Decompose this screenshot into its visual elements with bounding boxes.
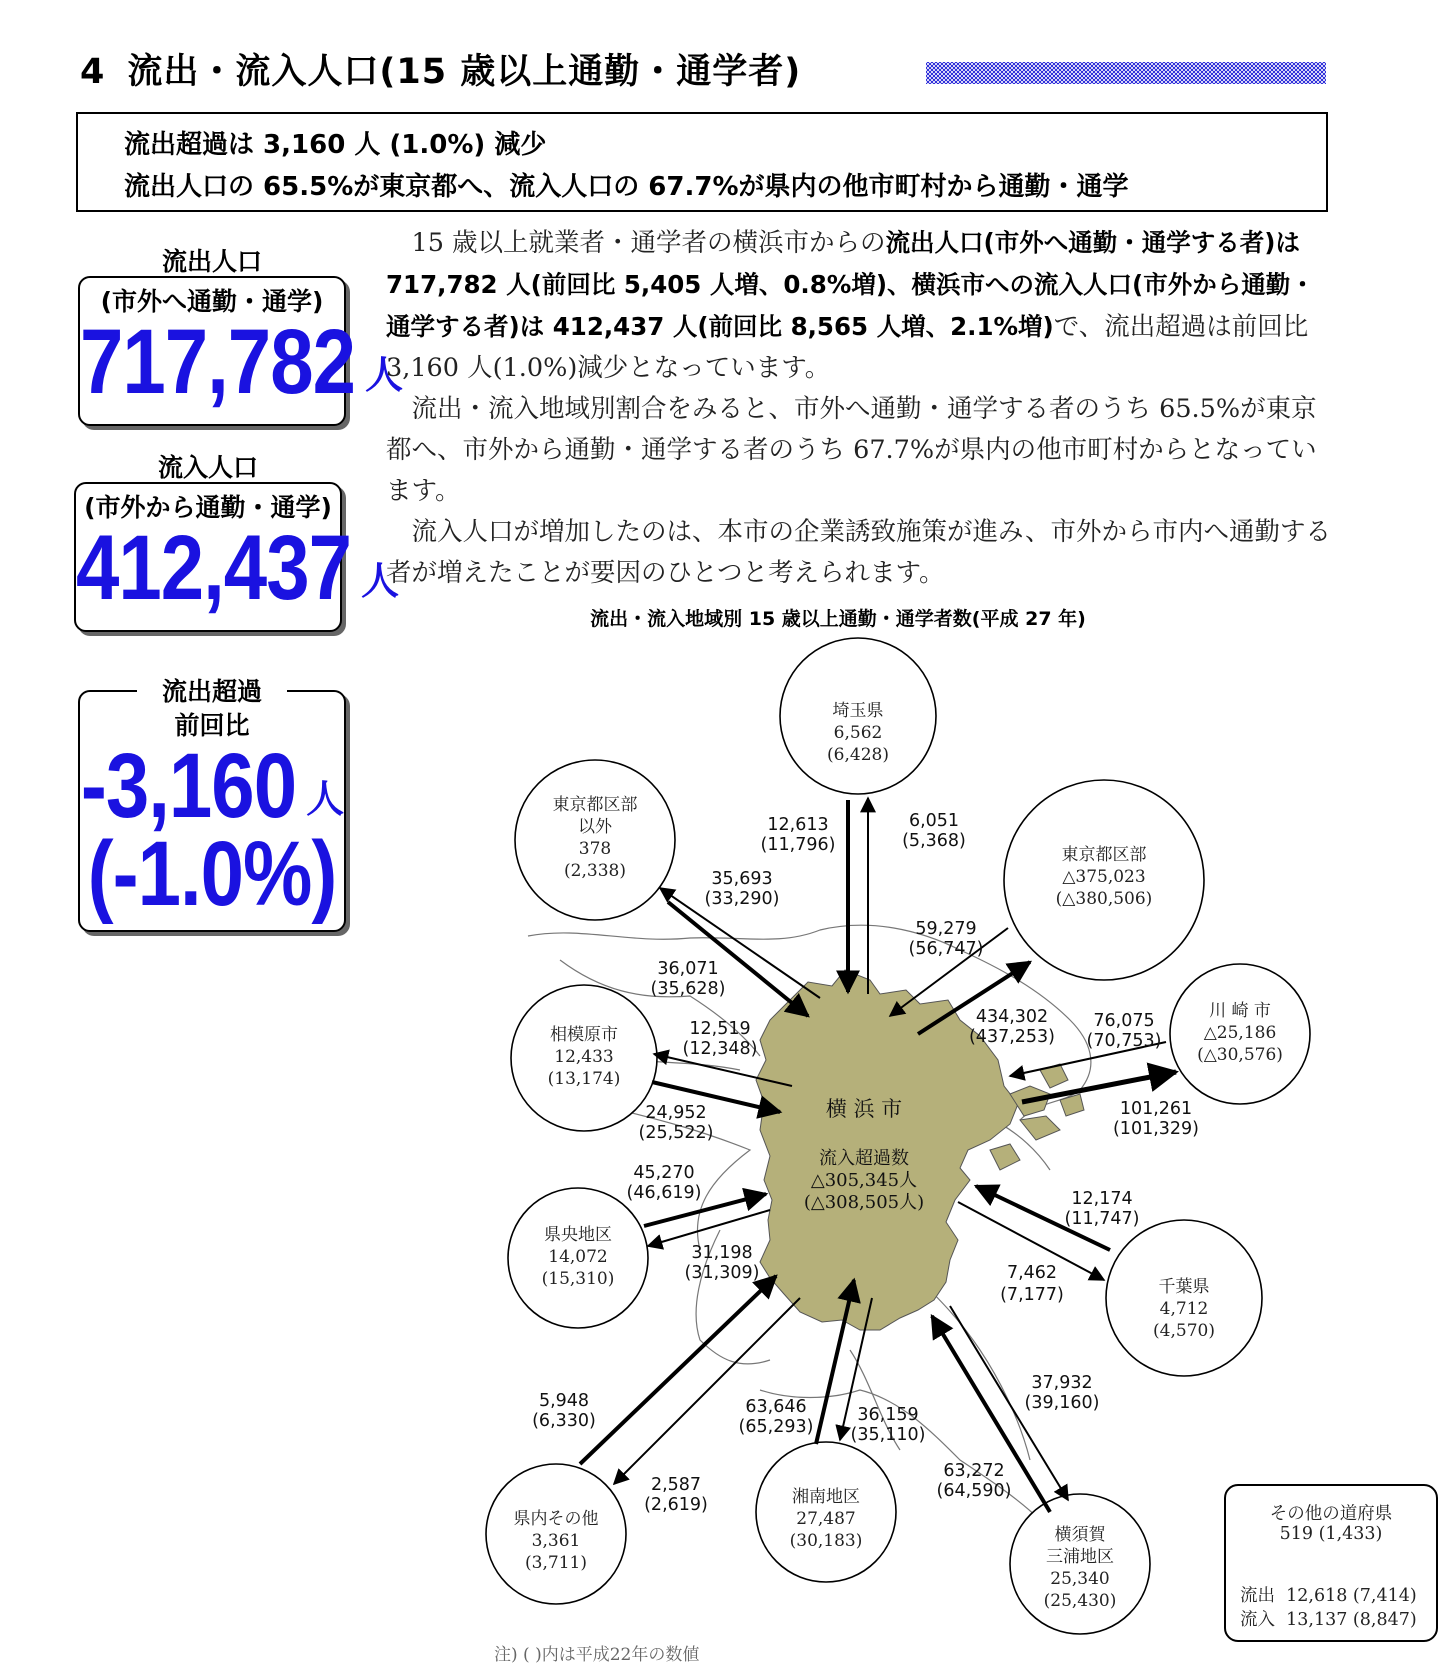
section-number: 4 <box>80 52 106 92</box>
flow-value: 24,952 <box>645 1103 707 1123</box>
flow-value: 31,198 <box>691 1243 753 1263</box>
other-inflow-row: 流入 13,137 (8,847) <box>1240 1610 1417 1630</box>
flow-value: 63,272 <box>943 1461 1005 1481</box>
body-paragraph-2: 流出・流入地域別割合をみると、市外へ通勤・通学する者のうち 65.5%が東京都へ、市外から通勤・通学する者のうち 67.7%が県内の他市町村からとなっています。 <box>386 394 1317 506</box>
flow-value: 5,948 <box>538 1391 590 1411</box>
region-name: 湘南地区 <box>792 1487 860 1507</box>
flow-prev: (56,747) <box>908 939 984 959</box>
flow-prev: (2,619) <box>644 1495 708 1515</box>
region-value: △25,186 <box>1203 1023 1277 1043</box>
flow-value: 12,174 <box>1071 1189 1133 1209</box>
flow-prev: (12,348) <box>682 1039 758 1059</box>
center-label: 流入超過数 <box>819 1148 909 1169</box>
flow-value: 2,587 <box>650 1475 702 1495</box>
region-prev: (13,174) <box>547 1069 621 1089</box>
flow-prev: (35,110) <box>850 1425 926 1445</box>
region-name: 千葉県 <box>1158 1277 1210 1297</box>
flow-prev: (46,619) <box>626 1183 702 1203</box>
region-name: 川 崎 市 <box>1209 1001 1271 1021</box>
region-prev: (15,310) <box>541 1269 615 1289</box>
region-value: △375,023 <box>1062 867 1146 887</box>
flow-prev: (5,368) <box>902 831 966 851</box>
footnote: 注) ( )内は平成22年の数値 <box>494 1645 700 1665</box>
other-prefectures-box <box>1224 1484 1438 1642</box>
body-paragraph-1: 15 歳以上就業者・通学者の横浜市からの流出人口(市外へ通勤・通学する者)は 717,782 人(前回比 5,405 人増、0.8%増)、横浜市への流入人口(市外から通勤・通学する者)は 412,437 人(前回比 8,565 人増、2.1%増)で、流出超過は前回比 3,160 人(1.0%)減少となっています。 <box>386 228 1315 383</box>
region-value: 12,433 <box>554 1047 614 1067</box>
flow-prev: (6,330) <box>532 1411 596 1431</box>
region-value: 14,072 <box>548 1247 608 1267</box>
region-name: 相模原市 <box>550 1025 618 1045</box>
region-name: 横須賀 <box>1054 1525 1106 1545</box>
region-name: 埼玉県 <box>832 701 884 721</box>
region-name: 県央地区 <box>544 1225 612 1245</box>
region-name: 東京都区部 <box>552 795 638 815</box>
excess-value: -3,160 人 <box>80 732 344 837</box>
outflow-value: 717,782 人 <box>80 308 402 413</box>
region-prev: (△380,506) <box>1055 889 1153 909</box>
body-paragraph-3: 流入人口が増加したのは、本市の企業誘致施策が進み、市外から市内へ通勤する者が増えたことが要因のひとつと考えられます。 <box>386 517 1332 588</box>
flow-value: 45,270 <box>633 1163 695 1183</box>
flow-value: 12,613 <box>767 815 829 835</box>
summary-line-2: 流出人口の 65.5%が東京都へ、流入人口の 67.7%が県内の他市町村から通勤・通学 <box>124 172 1129 202</box>
center-name: 横 浜 市 <box>825 1097 903 1121</box>
inflow-label: 流入人口 <box>157 453 258 482</box>
flow-prev: (7,177) <box>1000 1285 1064 1305</box>
figure-title: 流出・流入地域別 15 歳以上通勤・通学者数(平成 27 年) <box>590 608 1086 630</box>
flow-value: 35,693 <box>711 869 773 889</box>
flow-value: 76,075 <box>1093 1011 1155 1031</box>
region-prev: (30,183) <box>789 1531 863 1551</box>
excess-sublabel: 前回比 <box>174 711 250 740</box>
flow-prev: (25,522) <box>638 1123 714 1143</box>
flow-value: 59,279 <box>915 919 977 939</box>
flow-value: 101,261 <box>1119 1099 1193 1119</box>
flow-prev: (70,753) <box>1086 1031 1162 1051</box>
excess-percent: (-1.0%) <box>87 820 337 925</box>
flow-value: 36,159 <box>857 1405 919 1425</box>
center-value: △305,345人 <box>810 1170 918 1191</box>
center-prev: (△308,505人) <box>803 1192 925 1213</box>
region-prev: (△30,576) <box>1197 1045 1283 1065</box>
flow-prev: (64,590) <box>936 1481 1012 1501</box>
inflow-sublabel: (市外から通勤・通学) <box>84 493 332 522</box>
region-value: 6,562 <box>833 723 883 743</box>
summary-line-1: 流出超過は 3,160 人 (1.0%) 減少 <box>124 130 547 160</box>
flow-prev: (65,293) <box>738 1417 814 1437</box>
excess-label: 流出超過 <box>137 672 287 708</box>
region-value: 3,361 <box>531 1531 581 1551</box>
region-value: 27,487 <box>796 1509 856 1529</box>
region-name-2: 三浦地区 <box>1046 1547 1114 1567</box>
flow-prev: (39,160) <box>1024 1393 1100 1413</box>
circle-chiba <box>1106 1220 1262 1376</box>
outflow-label: 流出人口 <box>161 247 262 276</box>
arrow-kennai-out <box>614 1298 800 1484</box>
flow-prev: (101,329) <box>1112 1119 1200 1139</box>
other-total: 519 (1,433) <box>1279 1524 1383 1544</box>
flow-prev: (11,747) <box>1064 1209 1140 1229</box>
flow-value: 63,646 <box>745 1397 807 1417</box>
flow-value: 36,071 <box>657 959 719 979</box>
other-title: その他の道府県 <box>1269 1504 1393 1524</box>
section-title: 流出・流入人口(15 歳以上通勤・通学者) <box>127 52 802 92</box>
region-value: 378 <box>578 839 612 859</box>
flow-prev: (33,290) <box>704 889 780 909</box>
flow-prev: (31,309) <box>684 1263 760 1283</box>
flow-prev: (35,628) <box>650 979 726 999</box>
region-prev: (2,338) <box>564 861 626 881</box>
region-prev: (4,570) <box>1153 1321 1215 1341</box>
region-name: 県内その他 <box>513 1509 599 1529</box>
region-prev: (3,711) <box>525 1553 587 1573</box>
region-value: 4,712 <box>1159 1299 1209 1319</box>
region-value: 25,340 <box>1050 1569 1110 1589</box>
flow-prev: (437,253) <box>968 1027 1056 1047</box>
region-name-2: 以外 <box>578 817 612 837</box>
region-name: 東京都区部 <box>1061 845 1147 865</box>
flow-value: 37,932 <box>1031 1373 1093 1393</box>
flow-value: 7,462 <box>1006 1263 1058 1283</box>
other-outflow-row: 流出 12,618 (7,414) <box>1240 1586 1417 1606</box>
flow-prev: (11,796) <box>760 835 836 855</box>
region-prev: (6,428) <box>827 745 889 765</box>
inflow-value: 412,437 人 <box>76 514 398 619</box>
arrow-kenou-out <box>648 1210 770 1246</box>
flow-value: 6,051 <box>908 811 960 831</box>
outflow-sublabel: (市外へ通勤・通学) <box>100 287 324 316</box>
flow-value: 434,302 <box>975 1007 1049 1027</box>
flow-value: 12,519 <box>689 1019 751 1039</box>
region-prev: (25,430) <box>1043 1591 1117 1611</box>
